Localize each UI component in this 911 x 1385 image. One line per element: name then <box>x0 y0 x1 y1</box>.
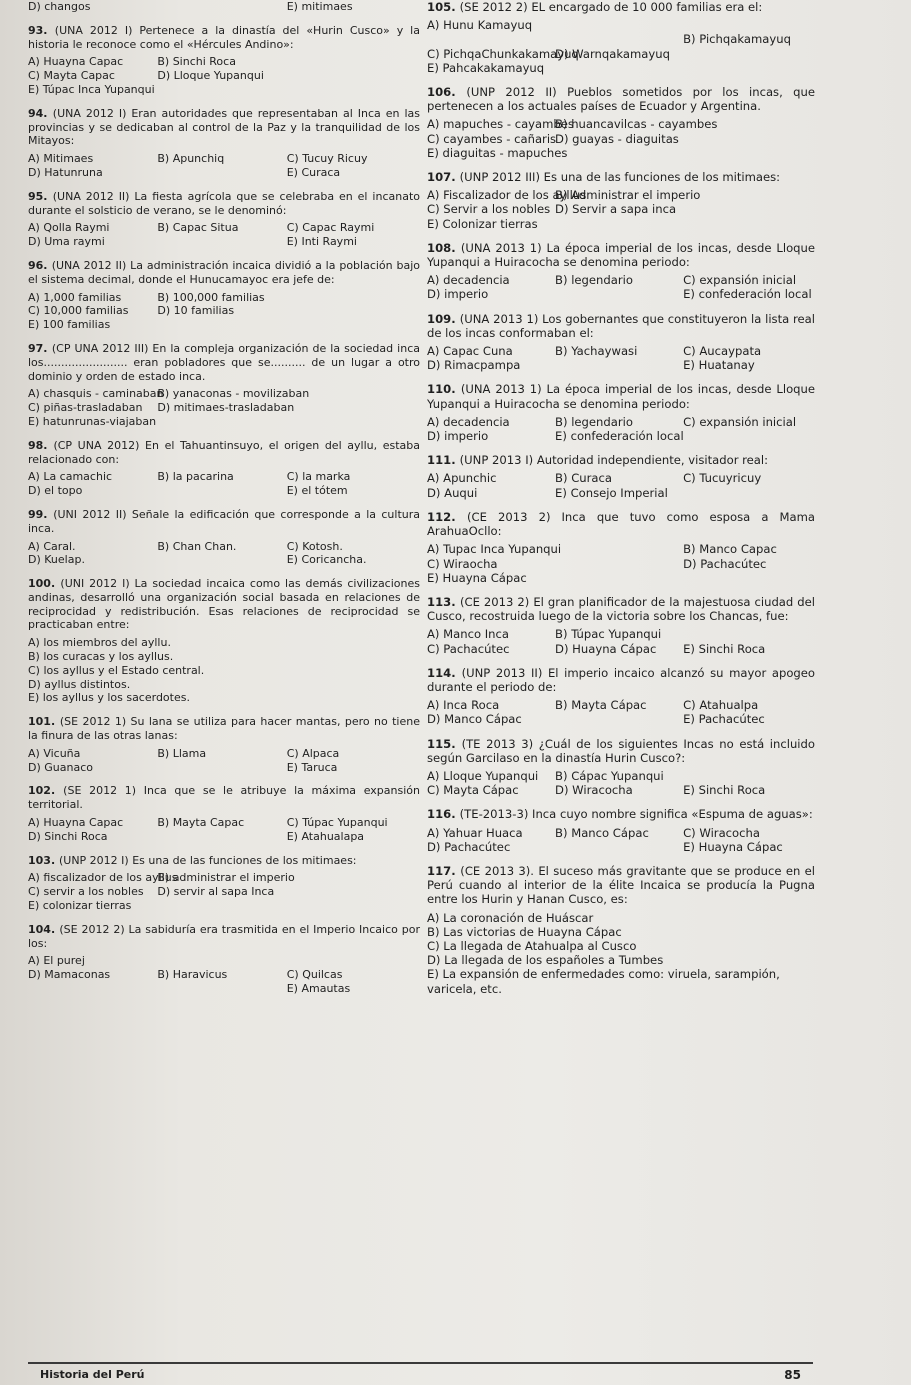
question-number: 100. <box>28 577 61 591</box>
question-q108 <box>427 241 815 302</box>
answer-option: E) los ayllus y los sacerdotes. <box>28 691 190 705</box>
question-q115 <box>427 737 815 798</box>
question-q98 <box>28 439 420 498</box>
answer-option: E) colonizar tierras <box>28 899 132 913</box>
answer-option: A) Mitimaes <box>28 152 94 166</box>
question-text: (UNA 2013 1) La época imperial de los incas, desde Lloque Yupanqui a Huiracocha se denomina periodo: <box>427 382 815 411</box>
answer-options <box>28 291 420 332</box>
right-column <box>427 0 815 1365</box>
question-stem <box>427 85 815 113</box>
question-q112 <box>427 510 815 585</box>
question-number: 105. <box>427 0 460 14</box>
question-number: 97. <box>28 341 52 355</box>
question-stem <box>28 784 420 812</box>
question-text: (UNP 2012 III) Es una de las funciones de los mitimaes: <box>459 170 781 185</box>
answer-option: C) Aucaypata <box>683 344 762 359</box>
answer-option: D) servir al sapa Inca <box>157 885 275 899</box>
question-text: (UNA 2012 I) Eran autoridades que representaban al Inca en las provincias y se dedicaban al control de la Paz y la tranquilidad de los Mitayos: <box>28 106 420 148</box>
answer-option: D) Guanaco <box>28 760 93 774</box>
question-text: (UNP 2013 II) El imperio incaico alcanzó su mayor apogeo durante el periodo de: <box>427 665 815 694</box>
answer-option: B) legendario <box>555 273 633 288</box>
answer-option: C) Quilcas <box>286 968 343 982</box>
answer-options <box>427 769 815 797</box>
answer-option: B) los curacas y los ayllus. <box>28 650 174 664</box>
answer-option <box>157 830 286 844</box>
answer-option <box>157 484 286 498</box>
question-q94 <box>28 107 420 180</box>
answer-option: C) piñas-trasladaban <box>28 401 143 415</box>
question-text: (CE 2013 2) Inca que tuvo como esposa a Mama ArahuaOcllo: <box>427 509 815 539</box>
question-q104 <box>28 923 420 996</box>
answer-option: E) el tótem <box>286 484 348 498</box>
answer-option: B) Yachaywasi <box>555 344 638 359</box>
question-stem <box>427 595 815 623</box>
question-stem <box>28 923 420 951</box>
answer-options <box>427 344 815 372</box>
answer-option <box>427 32 683 46</box>
answer-option: D) Mamaconas <box>28 968 111 982</box>
question-text: (UNP 2012 I) Es una de las funciones de los mitimaes: <box>58 853 357 867</box>
question-stem <box>427 510 815 538</box>
answer-option: E) mitimaes <box>286 0 353 13</box>
answer-option: A) Manco Inca <box>427 627 509 642</box>
answer-option <box>555 358 683 372</box>
answer-option: E) Colonizar tierras <box>427 216 538 231</box>
answer-option: A) Yahuar Huaca <box>427 825 523 840</box>
question-number: 112. <box>427 509 468 524</box>
answer-option: A) Capac Cuna <box>427 344 513 359</box>
question-stem <box>427 0 815 14</box>
answer-options <box>427 627 815 655</box>
answer-option: B) Chan Chan. <box>157 539 237 553</box>
answer-option: E) Taruca <box>286 760 338 774</box>
answer-option: B) Las victorias de Huayna Cápac <box>427 924 622 939</box>
question-text: (UNA 2012 II) La administración incaica dividió a la población bajo el sistema decimal, donde el Hunucamayoc era jefe de: <box>28 258 420 286</box>
answer-option: D) Rimacpampa <box>427 358 521 373</box>
answer-options <box>28 747 420 775</box>
answer-option: C) Alpaca <box>286 746 340 760</box>
answer-option: E) Túpac Inca Yupanqui <box>28 82 155 96</box>
question-q109 <box>427 312 815 373</box>
answer-option: D) el topo <box>28 484 83 498</box>
answer-option <box>157 982 286 996</box>
answer-option: E) Inti Raymi <box>286 235 357 249</box>
answer-option <box>157 235 286 249</box>
answer-option: B) huancavilcas - cayambes <box>555 117 718 132</box>
question-q114 <box>427 666 815 727</box>
question-q96 <box>28 259 420 332</box>
question-number: 102. <box>28 784 64 798</box>
answer-options <box>28 871 420 912</box>
question-number: 108. <box>427 240 461 255</box>
question-number: 117. <box>427 863 461 878</box>
answer-option: D) Manco Cápac <box>427 712 522 727</box>
answer-option: D) Wiracocha <box>555 783 633 798</box>
book-title: Historia del Perú <box>40 1368 145 1381</box>
question-text: (TE 2013 3) ¿Cuál de los siguientes Incas no está incluido según Garcilaso en la dinastía Hurin Cusco?: <box>427 736 815 765</box>
answer-option: B) Sinchi Roca <box>157 55 236 69</box>
answer-option: A) mapuches - cayambes <box>427 117 574 132</box>
answer-option: B) Pichqakamayuq <box>683 32 791 47</box>
answer-option: C) Túpac Yupanqui <box>286 816 388 830</box>
answer-option: A) Apunchic <box>427 471 497 486</box>
answer-option: B) la pacarina <box>157 470 234 484</box>
question-text: (TE-2013-3) Inca cuyo nombre significa «Espuma de aguas»: <box>459 807 813 822</box>
answer-option: D) imperio <box>427 429 489 444</box>
answer-option <box>157 166 286 180</box>
question-stem <box>28 577 420 632</box>
answer-option: D) ayllus distintos. <box>28 677 131 691</box>
answer-option: E) Coricancha. <box>286 553 367 567</box>
question-q117 <box>427 864 815 996</box>
question-number: 94. <box>28 106 53 120</box>
answer-option: D) Sinchi Roca <box>28 829 108 843</box>
answer-option: A) decadencia <box>427 414 510 429</box>
answer-option: C) Kotosh. <box>286 539 343 553</box>
question-q105 <box>427 0 815 75</box>
answer-option: C) Servir a los nobles <box>427 202 551 217</box>
question-text: (UNP 2013 I) Autoridad independiente, visitador real: <box>459 453 769 468</box>
answer-option: A) Hunu Kamayuq <box>427 18 533 33</box>
question-number: 115. <box>427 736 462 751</box>
question-number: 98. <box>28 438 54 452</box>
answer-option: A) El purej <box>28 954 85 968</box>
answer-option: C) la marka <box>286 470 351 484</box>
question-stem <box>28 107 420 148</box>
question-stem <box>28 190 420 218</box>
question-text: (CP UNA 2012 III) En la compleja organización de la sociedad inca los........................ eran pobladores que se.......... de un lugar a otro dominio y orden de estado inca. <box>28 341 420 383</box>
answer-option: C) Capac Raymi <box>286 221 375 235</box>
answer-option: A) Caral. <box>28 539 76 553</box>
page-number: 85 <box>784 1368 801 1382</box>
answer-option: E) Curaca <box>286 165 341 179</box>
answer-option: D) Hatunruna <box>28 165 103 179</box>
answer-option: E) 100 familias <box>28 318 111 332</box>
answer-option: B) administrar el imperio <box>157 871 295 885</box>
answer-option: D) Pachacútec <box>427 839 511 854</box>
answer-option: E) Atahualapa <box>286 829 365 843</box>
question-stem <box>28 24 420 52</box>
question-text: (UNI 2012 I) La sociedad incaica como las demás civilizaciones andinas, desarrolló una organización social basada en relaciones de reciprocidad y redistribución. Esas relaciones de reciprocidad se practicaban entre: <box>28 577 420 632</box>
question-stem <box>427 312 815 340</box>
answer-option: C) La llegada de Atahualpa al Cusco <box>427 938 637 953</box>
question-q106 <box>427 85 815 160</box>
answer-option: B) Manco Cápac <box>555 825 649 840</box>
answer-option: A) La coronación de Huáscar <box>427 910 594 925</box>
answer-option: E) Sinchi Roca <box>683 641 766 656</box>
question-stem <box>427 807 815 821</box>
answer-option: B) Mayta Capac <box>157 816 245 830</box>
answer-option: A) los miembros del ayllu. <box>28 636 171 650</box>
answer-option: E) diaguitas - mapuches <box>427 145 568 160</box>
answer-option: C) Wiraocha <box>427 556 498 571</box>
answer-option <box>555 287 683 301</box>
answer-option: C) Wiracocha <box>683 825 760 840</box>
question-text: (UNA 2013 1) Los gobernantes que constituyeron la lista real de los incas conformaban el: <box>427 311 815 340</box>
answer-options <box>28 0 420 14</box>
question-number: 104. <box>28 922 60 936</box>
question-number: 101. <box>28 715 60 729</box>
answer-options <box>28 221 420 249</box>
answer-option: C) Atahualpa <box>683 698 759 713</box>
answer-option: A) decadencia <box>427 273 510 288</box>
answer-options <box>427 18 815 75</box>
answer-option: E) Amautas <box>286 982 351 996</box>
answer-option: E) Pachacútec <box>683 712 765 727</box>
answer-option: A) Qolla Raymi <box>28 221 110 235</box>
answer-option: C) cayambes - cañaris <box>427 131 557 146</box>
question-stem <box>427 170 815 184</box>
answer-option: B) yanaconas - movilizaban <box>157 387 310 401</box>
question-number: 99. <box>28 507 54 521</box>
question-q99 <box>28 508 420 567</box>
question-text: (CE 2013 2) El gran planificador de la majestuosa ciudad del Cusco, recostruida luego de la victoria sobre los Chancas, fue: <box>427 594 815 624</box>
answer-option: B) Capac Situa <box>157 221 239 235</box>
question-q110 <box>427 382 815 443</box>
answer-option <box>157 553 286 567</box>
answer-option: E) Consejo Imperial <box>555 485 668 500</box>
question-stem <box>28 854 420 868</box>
question-number: 96. <box>28 258 52 272</box>
question-stem <box>28 715 420 743</box>
question-q111 <box>427 453 815 500</box>
question-stem <box>28 342 420 383</box>
question-stem <box>28 508 420 536</box>
answer-options <box>427 698 815 726</box>
answer-option: A) La camachic <box>28 470 113 484</box>
answer-option: A) Vicuña <box>28 746 81 760</box>
answer-option: A) Lloque Yupanqui <box>427 768 539 783</box>
question-text: (UNI 2012 II) Señale la edificación que corresponde a la cultura inca. <box>28 507 420 535</box>
answer-option: B) Manco Capac <box>683 542 777 557</box>
question-text: (UNA 2012 I) Pertenece a la dinastía del «Hurin Cusco» y la historia le reconoce como el «Hércules Andino»: <box>28 23 420 51</box>
answer-option: E) Huatanay <box>683 358 755 373</box>
question-stem <box>427 737 815 765</box>
answer-option <box>28 982 157 996</box>
question-text: (UNA 2013 1) La época imperial de los incas, desde Lloque Yupanqui a Huiracocha se denomina periodo: <box>427 240 815 270</box>
answer-option: C) expansión inicial <box>683 273 797 288</box>
answer-option: C) Pachacútec <box>427 641 510 656</box>
answer-option <box>157 761 286 775</box>
question-q100 <box>28 577 420 705</box>
question-q116 <box>427 807 815 854</box>
question-q102 <box>28 784 420 843</box>
answer-option: C) expansión inicial <box>683 414 797 429</box>
answer-options <box>28 954 420 995</box>
answer-option: D) La llegada de los españoles a Tumbes <box>427 953 664 968</box>
question-q113 <box>427 595 815 656</box>
answer-option: C) Mayta Capac <box>28 69 115 83</box>
question-stem <box>427 666 815 694</box>
question-stem <box>427 864 815 907</box>
answer-option: E) Huayna Cápac <box>683 839 783 854</box>
answer-option: B) 100,000 familias <box>157 290 265 304</box>
question-number: 107. <box>427 170 460 185</box>
answer-option: D) imperio <box>427 287 489 302</box>
answer-option: B) legendario <box>555 414 633 429</box>
question-stem <box>427 453 815 467</box>
answer-option: E) confederación local <box>683 287 812 302</box>
answer-options <box>427 117 815 160</box>
question-number: 95. <box>28 189 53 203</box>
answer-options <box>427 542 815 585</box>
answer-option: A) Huayna Capac <box>28 55 124 69</box>
answer-option: A) Huayna Capac <box>28 816 124 830</box>
answer-option: C) los ayllus y el Estado central. <box>28 663 205 677</box>
answer-option: E) hatunrunas-viajaban <box>28 414 157 428</box>
question-text: (SE 2012 1) Su lana se utiliza para hacer mantas, pero no tiene la finura de las otras lanas: <box>28 715 420 743</box>
answer-option: C) PichqaChunkakamayuq <box>427 46 579 61</box>
question-stem <box>427 382 815 410</box>
answer-option: D) 10 familias <box>157 304 235 318</box>
question-stem <box>28 439 420 467</box>
footer-rule <box>28 1362 813 1364</box>
answer-option: E) Sinchi Roca <box>683 783 766 798</box>
answer-option: E) Pahcakakamayuq <box>427 60 545 75</box>
answer-option: C) Tucuyricuy <box>683 471 762 486</box>
answer-options <box>28 387 420 428</box>
question-text: (CP UNA 2012) En el Tahuantinsuyo, el origen del ayllu, estaba relacionado con: <box>28 438 420 466</box>
answer-option: C) Mayta Cápac <box>427 783 519 798</box>
answer-option: D) Kuelap. <box>28 553 85 567</box>
answer-option: B) Haravicus <box>157 968 228 982</box>
question-number: 110. <box>427 382 461 397</box>
question-q95 <box>28 190 420 249</box>
answer-options <box>28 470 420 498</box>
answer-options <box>427 826 815 854</box>
answer-option: B) Túpac Yupanqui <box>555 627 662 642</box>
answer-options <box>427 415 815 443</box>
answer-option: D) Auqui <box>427 485 478 500</box>
answer-option: D) mitimaes-trasladaban <box>157 401 295 415</box>
answer-options <box>427 911 815 996</box>
answer-option: C) servir a los nobles <box>28 885 144 899</box>
question-number: 111. <box>427 453 460 468</box>
question-number: 109. <box>427 311 460 326</box>
answer-option: B) Cápac Yupanqui <box>555 768 664 783</box>
question-number: 116. <box>427 807 460 822</box>
answer-option: B) Administrar el imperio <box>555 188 701 203</box>
answer-option: E) La expansión de enfermedades como: viruela, sarampión, varicela, etc. <box>427 967 780 996</box>
question-text: (SE 2012 1) Inca que se le atribuye la máxima expansión territorial. <box>28 784 420 812</box>
question-text: (CE 2013 3). El suceso más gravitante que se produce en el Perú cuando al interior de la élite Incaica se producía la Pugna entre los Hurin y Hanan Cusco, es: <box>427 863 815 907</box>
question-number: 114. <box>427 665 462 680</box>
answer-options <box>28 55 420 96</box>
question-q101 <box>28 715 420 774</box>
answer-option: B) Apunchiq <box>157 152 225 166</box>
answer-option: B) Llama <box>157 746 207 760</box>
answer-options <box>28 636 420 705</box>
answer-options <box>28 540 420 568</box>
question-number: 113. <box>427 594 460 609</box>
question-text: (SE 2012 2) EL encargado de 10 000 familias era el: <box>459 0 763 14</box>
answer-option: D) changos <box>28 0 91 13</box>
answer-option: B) Curaca <box>555 471 612 486</box>
question-text: (UNP 2012 II) Pueblos sometidos por los incas, que pertenecen a los actuales países de Ecuador y Argentina. <box>427 85 815 114</box>
answer-option: E) Huayna Cápac <box>427 570 527 585</box>
answer-options <box>28 816 420 844</box>
answer-option: D) Warnqakamayuq <box>555 46 670 61</box>
question-q107 <box>427 170 815 231</box>
answer-options <box>427 471 815 499</box>
answer-options <box>28 152 420 180</box>
answer-option: D) Pachacútec <box>683 556 767 571</box>
answer-option: D) Servir a sapa inca <box>555 202 677 217</box>
answer-option: E) confederación local <box>555 429 684 444</box>
question-number: 106. <box>427 85 467 100</box>
question-q93 <box>28 24 420 97</box>
answer-option: C) 10,000 familias <box>28 304 129 318</box>
question-number: 93. <box>28 23 55 37</box>
answer-option: D) Lloque Yupanqui <box>157 69 264 83</box>
answer-option: A) Inca Roca <box>427 698 500 713</box>
question-text: (UNA 2012 II) La fiesta agrícola que se celebraba en el incanato durante el solsticio de verano, se le denominó: <box>28 189 420 217</box>
answer-option <box>555 712 683 726</box>
left-column <box>28 0 420 1365</box>
question-q97 <box>28 342 420 429</box>
question-q92_tail <box>28 0 420 14</box>
question-stem <box>28 259 420 287</box>
question-stem <box>427 241 815 269</box>
question-q103 <box>28 854 420 913</box>
answer-option: D) Uma raymi <box>28 235 105 249</box>
answer-option: A) 1,000 familias <box>28 290 122 304</box>
answer-option: A) fiscalizador de los ayllus <box>28 871 178 885</box>
question-number: 103. <box>28 853 59 867</box>
answer-option: A) Fiscalizador de los ayllus <box>427 188 587 203</box>
answer-option <box>555 840 683 854</box>
answer-option: B) Mayta Cápac <box>555 698 647 713</box>
answer-option: D) guayas - diaguitas <box>555 131 679 146</box>
answer-options <box>427 188 815 231</box>
answer-option: A) Tupac Inca Yupanqui <box>427 542 562 557</box>
answer-options <box>427 273 815 301</box>
answer-option: C) Tucuy Ricuy <box>286 152 368 166</box>
answer-option: D) Huayna Cápac <box>555 641 657 656</box>
question-text: (SE 2012 2) La sabiduría era trasmitida en el Imperio Incaico por los: <box>28 922 420 950</box>
answer-option: A) chasquis - caminaban <box>28 387 164 401</box>
